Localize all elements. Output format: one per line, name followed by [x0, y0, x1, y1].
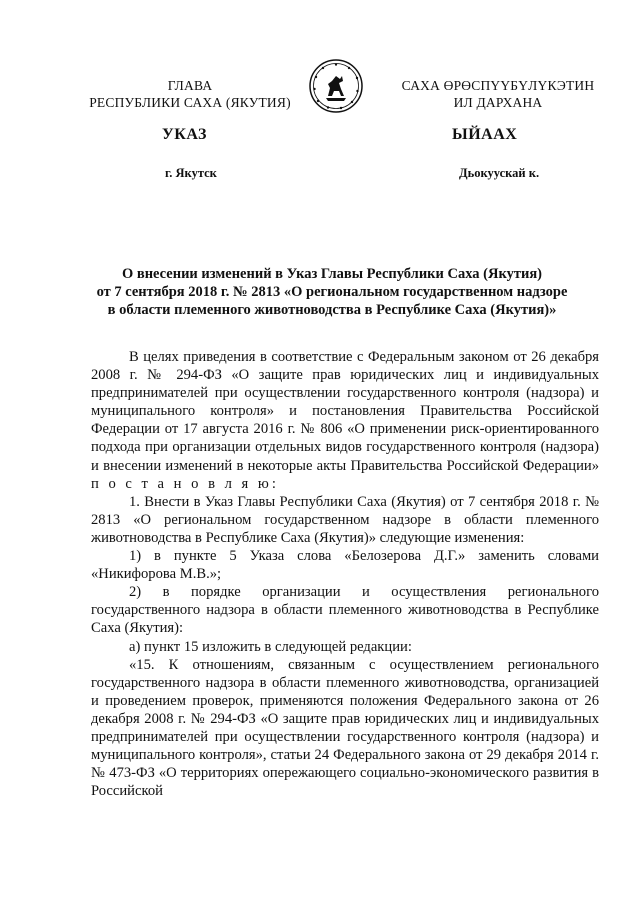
paragraph-subitem-a: а) пункт 15 изложить в следующей редакции:: [129, 638, 412, 655]
paragraph-preamble: [91, 348, 599, 493]
document-title-line2: от 7 сентября 2018 г. № 2813 «О региональном государственном надзоре: [96, 284, 568, 300]
header-right-line1: САХА ӨРӨСПҮҮБҮЛҮКЭТИН: [401, 78, 595, 93]
header-left-line2: РЕСПУБЛИКИ САХА (ЯКУТИЯ): [89, 95, 291, 110]
preamble-text: В целях приведения в соответствие с Федеральным законом от 26 декабря 2008 г. № 294-ФЗ «О защите прав юридических лиц и индивидуальных предпринимателей при осуществлении государственного контроля (надзора) и муниципального контроля» и постановления Правительства Российской Федерации от 17 августа 2016 г. № 806 «О применении риск-ориентированного подхода при организации отдельных видов государственного контроля (надзора) и внесении изменений в некоторые акты Правительства Российской Федерации»: [91, 349, 599, 474]
document-title-line1: О внесении изменений в Указ Главы Республики Саха (Якутия): [121, 266, 543, 282]
city-yakutsk: г. Якутск: [165, 166, 217, 180]
header-left-line1: ГЛАВА: [167, 78, 213, 93]
paragraph-point-15: «15. К отношениям, связанным с осуществлением регионального государственного надзора в области племенного животноводства, организацией и проведением проверок, применяются положения Федерального закона от 26 декабря 2008 г. № 294-ФЗ «О защите прав юридических лиц и индивидуальных предпринимателей при осуществлении государственного контроля (надзора) и муниципального контроля», статьи 24 Федерального закона от 29 декабря 2014 г. № 473-ФЗ «О территориях опережающего социально-экономического развития в Российской: [91, 656, 599, 800]
document-title-line3: в области племенного животноводства в Республике Саха (Якутия)»: [107, 302, 557, 318]
title-yiaah: ЫЙААХ: [452, 126, 518, 143]
decree-word: п о с т а н о в л я ю:: [91, 475, 279, 492]
header-right-line2: ИЛ ДАРХАНА: [453, 95, 543, 110]
paragraph-subitem-1: 1) в пункте 5 Указа слова «Белозерова Д.Г.» заменить словами «Никифорова М.В.»;: [91, 548, 599, 583]
document-body: [91, 348, 599, 800]
paragraph-subitem-2: 2) в порядке организации и осуществления регионального государственного надзора в области племенного животноводства в Республике Саха (Якутия):: [91, 584, 599, 637]
city-yakutsk-sakha: Дьокуускай к.: [459, 166, 540, 180]
header-right: [378, 77, 618, 111]
republic-emblem-icon: [308, 58, 364, 114]
header-left: [70, 77, 310, 111]
paragraph-item-1: 1. Внести в Указ Главы Республики Саха (Якутия) от 7 сентября 2018 г. № 2813 «О региональном государственном надзоре в области племенного животноводства в Республике Саха (Якутия)» следующие изменения:: [91, 493, 599, 546]
document-title: [94, 265, 570, 319]
title-ukaz: УКАЗ: [162, 126, 207, 143]
